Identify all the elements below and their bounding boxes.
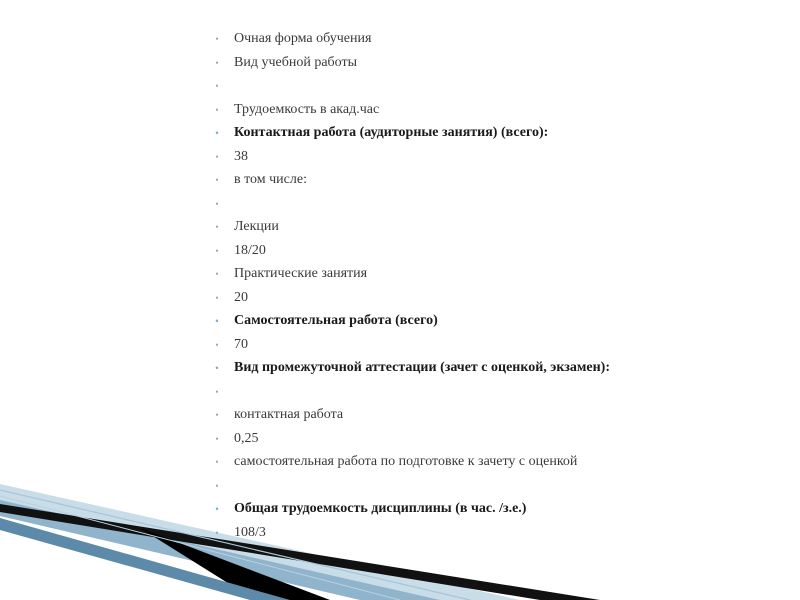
list-item-text: самостоятельная работа по подготовке к зачету с оценкой <box>234 454 578 469</box>
list-item-text: Трудоемкость в акад.час <box>234 101 380 117</box>
bullet-icon: • <box>215 527 219 538</box>
bullet-icon: • <box>215 151 219 162</box>
bullet-icon: • <box>215 504 219 514</box>
bullet-icon: • <box>215 198 219 209</box>
list-item-text: Общая трудоемкость дисциплины (в час. /з.е.) <box>234 501 527 516</box>
list-item-text: контактная работа <box>234 407 344 422</box>
list-item <box>212 476 610 500</box>
list-item-text: Контактная работа (аудиторные занятия) (всего): <box>234 125 549 140</box>
bullet-icon: • <box>215 128 219 138</box>
list-item-text: Практические занятия <box>234 266 368 281</box>
bullet-icon: • <box>215 222 219 232</box>
bullet-list <box>212 29 610 546</box>
list-item <box>212 405 610 429</box>
list-item <box>212 452 610 476</box>
bullet-icon: • <box>215 480 219 491</box>
bullet-icon: • <box>215 245 219 256</box>
list-item <box>212 170 610 194</box>
list-item-text: 38 <box>234 148 248 164</box>
list-item <box>212 194 610 218</box>
list-item <box>212 382 610 406</box>
list-item-text: 0,25 <box>234 430 259 446</box>
bullet-icon: • <box>215 339 219 350</box>
list-item <box>212 358 610 382</box>
bullet-icon: • <box>215 363 219 373</box>
bullet-icon: • <box>215 104 219 115</box>
bullet-icon: • <box>215 316 219 326</box>
list-item-text: Вид промежуточной аттестации (зачет с оценкой, экзамен): <box>234 360 610 375</box>
list-item <box>212 76 610 100</box>
list-item-text: 70 <box>234 336 248 352</box>
list-item-text: в том числе: <box>234 172 307 187</box>
list-item <box>212 29 610 53</box>
list-item <box>212 100 610 124</box>
bullet-icon: • <box>215 57 219 68</box>
list-item-text: 108/3 <box>234 524 266 540</box>
list-item <box>212 123 610 147</box>
list-item-text: Вид учебной работы <box>234 54 357 70</box>
list-item <box>212 288 610 312</box>
bullet-icon: • <box>215 433 219 444</box>
list-item-text: Очная форма обучения <box>234 31 372 46</box>
bullet-icon: • <box>215 269 219 279</box>
list-item <box>212 53 610 77</box>
bullet-icon: • <box>215 386 219 397</box>
bullet-icon: • <box>215 81 219 91</box>
bullet-icon: • <box>215 457 219 467</box>
list-item-text: 18/20 <box>234 242 266 258</box>
list-item <box>212 264 610 288</box>
list-item <box>212 147 610 171</box>
bullet-icon: • <box>215 175 219 185</box>
list-item <box>212 217 610 241</box>
bullet-icon: • <box>215 410 219 420</box>
bullet-icon: • <box>215 34 219 44</box>
list-item <box>212 335 610 359</box>
bullet-icon: • <box>215 292 219 303</box>
list-item-text: 20 <box>234 289 248 305</box>
list-item <box>212 499 610 523</box>
list-item <box>212 523 610 547</box>
list-item-text: Лекции <box>234 219 279 234</box>
list-item <box>212 429 610 453</box>
list-item-text: Самостоятельная работа (всего) <box>234 313 438 328</box>
list-item <box>212 241 610 265</box>
list-item <box>212 311 610 335</box>
